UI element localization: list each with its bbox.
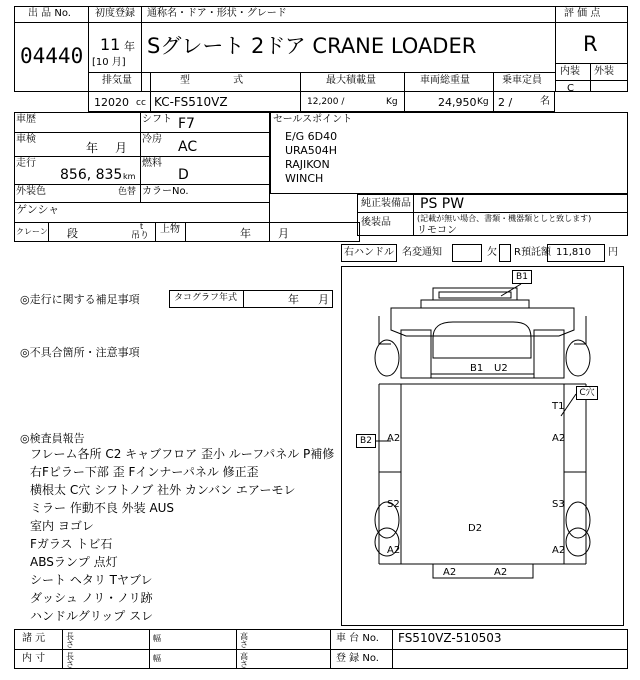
gvw-unit: Kg [477,97,489,107]
mileage-unit: km [123,172,136,181]
interior-score-label: 内装 [560,66,580,77]
score-label: 評 価 点 [564,8,601,19]
sales-point-4: WINCH [285,172,324,185]
report-line-7: ABSランプ 点灯 [30,555,118,569]
upper-year-unit: 年 [240,227,251,240]
first-reg-year-unit: 年 [124,40,135,53]
diagram-code-b1: B1 [470,363,484,374]
chassis-number: FS510VZ-510503 [398,631,502,645]
diagram-pointer-lines [341,266,624,626]
color-no-label: カラーNo. [142,186,189,197]
car-name-label: 通称名・ドア・形状・グレード [147,8,287,19]
max-load-label: 最大積載量 [326,75,376,86]
diagram-code-a2-rear-left: A2 [443,567,457,578]
sales-points-label: セールスポイント [273,114,353,125]
chassis-label: 車 台 No. [336,633,379,644]
inspector-title: ◎検査員報告 [20,432,85,445]
shift-value: F7 [178,116,195,132]
capacity-label: 乗車定員 [502,75,542,86]
ac-label: 冷房 [142,134,162,145]
report-line-4: ミラー 作動不良 外装 AUS [30,501,175,515]
defects-title: ◎不具合箇所・注意事項 [20,346,140,359]
tachograph-label: タコグラフ年式 [174,293,238,303]
upper-month-unit: 月 [278,227,289,240]
footer-remarks-label: 諸 元 [22,633,46,644]
diagram-code-a2-left-upper: A2 [387,433,401,444]
exterior-score-label: 外装 [594,66,614,77]
ac-value: AC [178,139,198,155]
color-change-label: 色替 [118,187,137,197]
aftermarket-value: リモコン [417,225,457,236]
diagram-code-a2-right-lower: A2 [552,545,566,556]
report-line-6: Fガラス トビ石 [30,537,113,551]
ext-color-label: 外装色 [16,186,46,197]
sales-point-2: URA504H [285,144,338,157]
max-load-value: 12,200 / [307,97,345,107]
diagram-code-a2-right-upper: A2 [552,433,566,444]
inspection-month-unit: 月 [115,141,128,155]
footer-height-label-1: 高さ [240,632,248,649]
footer-length-label-1: 長さ [66,632,74,649]
model-value: KC-FS510VZ [154,95,228,109]
right-hand-label: 右ハンドル [344,247,394,258]
sales-point-1: E/G 6D40 [285,130,338,143]
report-line-3: 横根太 C穴 シフトノブ 社外 カンバン エアーモレ [30,483,296,497]
car-name: Sグレート 2ドア CRANE LOADER [147,34,477,58]
aftermarket-note: (記載が無い場合、書類・機器類としと致します) [417,214,592,223]
diagram-tag-b2: B2 [356,434,376,448]
model-label: 型 式 [180,75,244,86]
ext-color-value: ゲンシャ [16,203,60,216]
capacity-value: 2 / [498,96,513,109]
footer-height-label-2: 高さ [240,652,248,669]
aftermarket-label: 後装品 [361,217,391,228]
driving-notes-title: ◎走行に関する補足事項 [20,293,140,306]
diagram-code-s2: S2 [387,499,400,510]
footer-width-label-1: 幅 [153,634,161,643]
registration-label: 登 録 No. [336,653,379,664]
upper-label: 上物 [160,224,180,235]
diagram-code-s3: S3 [552,499,565,510]
shift-label: シフト [142,114,172,125]
name-change-box [452,244,482,262]
footer-width-label-2: 幅 [153,654,161,663]
first-reg-year: 11 [100,35,121,54]
inspection-year-unit: 年 [86,141,99,155]
r-deposit-amount: 11,810 [556,247,591,258]
diagram-code-u2: U2 [494,363,508,374]
r-deposit-label: R預託額 [514,247,551,258]
capacity-unit: 名 [540,96,550,107]
mileage-value: 856, 835 [60,167,123,183]
displacement-unit: cc [136,98,146,108]
inspection-label: 車検 [16,134,36,145]
footer-interior-label: 内 寸 [22,653,46,664]
gvw-value: 24,950 [438,96,477,109]
diagram-code-d2: D2 [468,523,483,534]
missing-box [499,244,511,262]
name-change-label: 名変通知 [402,247,442,258]
lot-number: 04440 [20,44,84,68]
first-reg-month: [10 月] [92,57,126,68]
sales-point-3: RAJIKON [285,158,330,171]
report-line-8: シート ヘタリ Tヤブレ [30,573,153,587]
mileage-label: 走行 [16,158,36,169]
score-value: R [583,32,598,56]
crane-ton-unit: t [140,222,144,231]
max-load-unit: Kg [386,97,398,107]
diagram-tag-b1: B1 [512,270,532,284]
interior-score-value: C [567,83,574,94]
displacement-label: 排気量 [102,75,132,86]
report-line-9: ダッシュ ノリ・ノリ跡 [30,591,153,605]
diagram-code-a2-rear-right: A2 [494,567,508,578]
missing-label: 欠 [487,247,497,258]
report-line-1: フレーム各所 C2 キャブフロア 歪小 ルーフパネル P補修 [30,447,335,461]
crane-stage-unit: 段 [67,227,78,240]
lot-label: 出 品 No. [28,8,71,19]
report-line-5: 室内 ヨゴレ [30,519,94,533]
first-reg-label: 初度登録 [95,8,135,19]
fuel-label: 燃料 [142,158,162,169]
crane-label: クレーン [16,227,48,236]
genuine-value: PS PW [420,196,465,212]
crane-ton-sub: 吊り [131,231,150,241]
diagram-code-a2-left-lower: A2 [387,545,401,556]
diagram-tag-c-hole: C穴 [576,386,598,400]
tachograph-month-unit: 月 [318,293,329,306]
diagram-code-t1: T1 [552,401,565,412]
history-label: 車歴 [16,114,36,125]
displacement-value: 12020 [94,96,129,109]
tachograph-year-unit: 年 [288,293,299,306]
fuel-value: D [178,167,189,183]
report-line-2: 右Fピラー下部 歪 Fインナーパネル 修正歪 [30,465,259,479]
r-deposit-unit: 円 [608,247,618,258]
footer-length-label-2: 長さ [66,652,74,669]
genuine-label: 純正装備品 [361,198,411,209]
report-line-10: ハンドルグリップ スレ [30,609,154,623]
gvw-label: 車両総重量 [420,75,470,86]
